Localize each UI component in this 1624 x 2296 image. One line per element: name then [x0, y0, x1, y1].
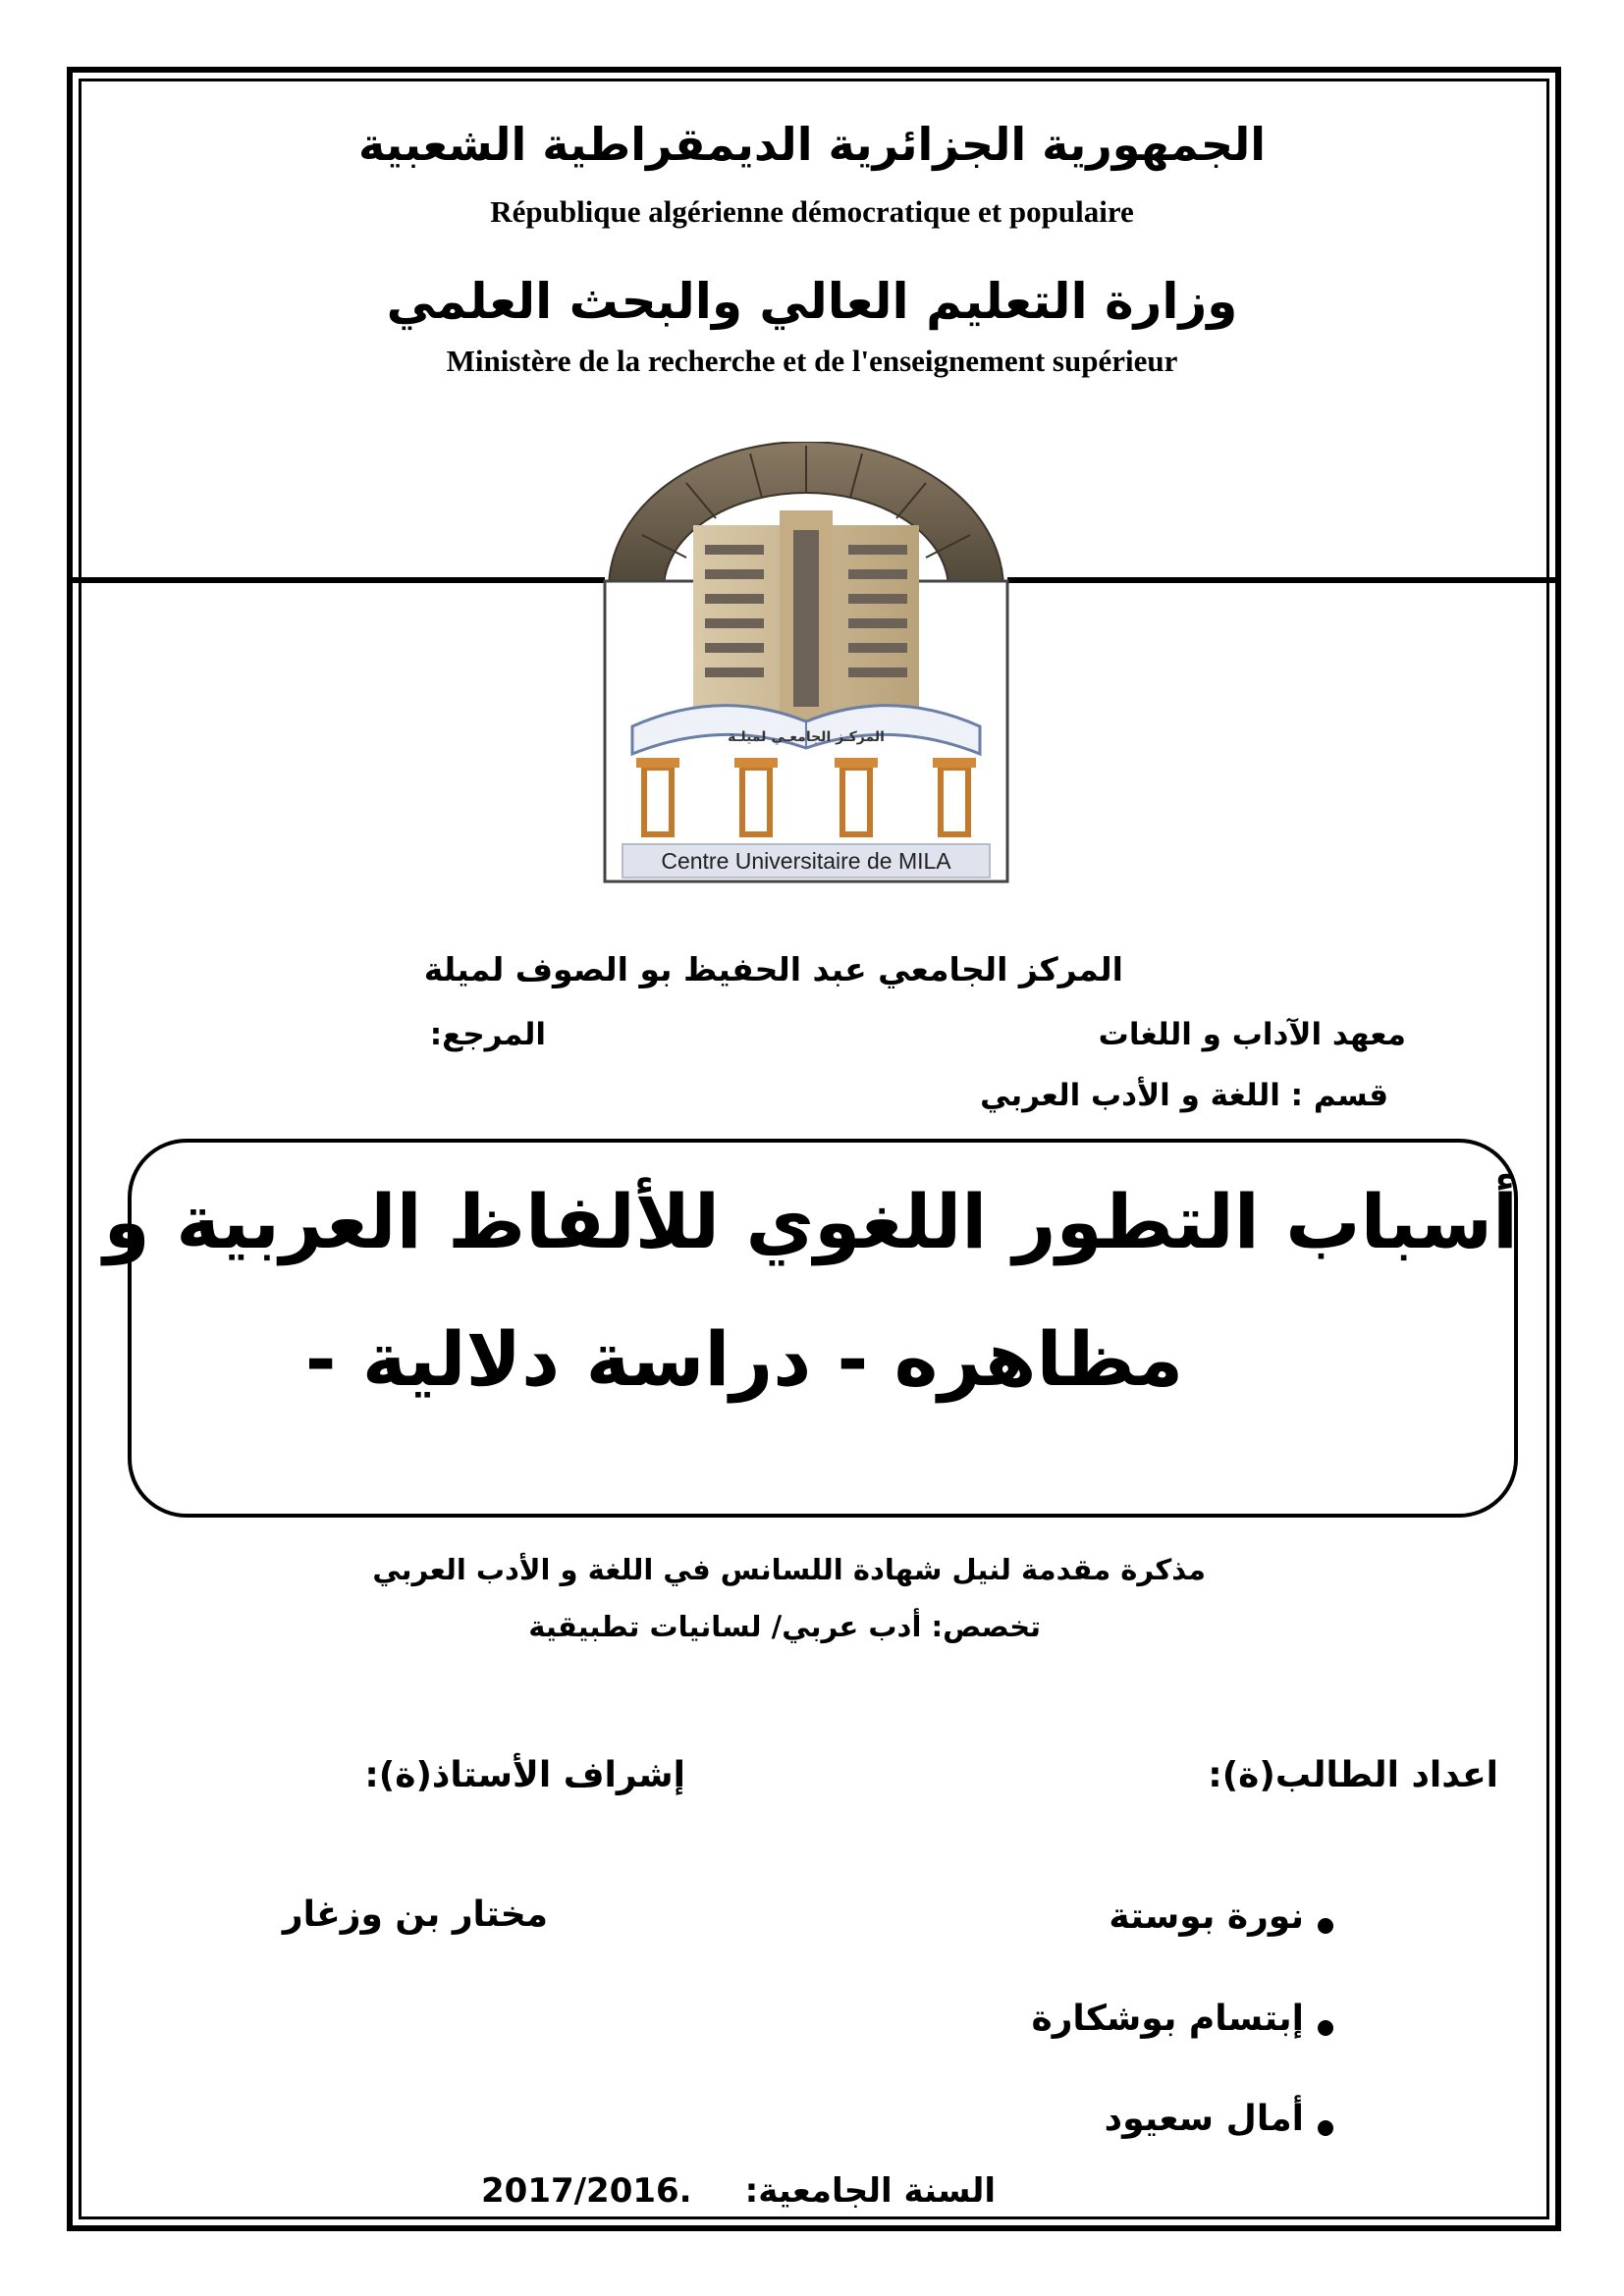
- thesis-title-line2: مظاهره - دراسة دلالية -: [304, 1315, 1184, 1403]
- academic-year-label: السنة الجامعية:: [744, 2171, 996, 2211]
- university-logo: [603, 442, 1009, 883]
- divider-right: [1007, 577, 1561, 583]
- academic-year-value: 2017/2016.: [481, 2171, 692, 2211]
- republic-fr: République algérienne démocratique et populaire: [490, 194, 1134, 229]
- logo-book-text: المركـز الجامعـي لميلـة: [728, 729, 885, 745]
- supervisor-label: إشراف الأستاذ(ة):: [364, 1755, 685, 1795]
- thesis-title-line1: أسباب التطور اللغوي للألفاظ العربية و: [103, 1178, 1518, 1265]
- student-name-3: أمال سعيود: [1104, 2099, 1304, 2139]
- bullet: [1318, 2020, 1333, 2036]
- student-name-2: إبتسام بوشكارة: [1031, 1999, 1304, 2039]
- bullet: [1318, 1918, 1333, 1934]
- ministry-ar: وزارة التعليم العالي والبحث العلمي: [386, 273, 1238, 330]
- thesis-specialty: تخصص: أدب عربي/ لسانيات تطبيقية: [528, 1610, 1041, 1643]
- divider-left: [67, 577, 605, 583]
- student-name-1: نورة بوستة: [1109, 1896, 1304, 1937]
- bullet: [1318, 2120, 1333, 2136]
- republic-ar: الجمهورية الجزائرية الديمقراطية الشعبية: [357, 118, 1267, 171]
- supervisor-name: مختار بن وزغار: [282, 1895, 548, 1935]
- ministry-fr: Ministère de la recherche et de l'enseignement supérieur: [446, 344, 1178, 378]
- thesis-description: مذكرة مقدمة لنيل شهادة اللسانس في اللغة و الأدب العربي: [372, 1553, 1206, 1586]
- center-name: المركز الجامعي عبد الحفيظ بو الصوف لميلة: [423, 950, 1123, 988]
- department-name: قسم : اللغة و الأدب العربي: [980, 1078, 1388, 1113]
- students-label: اعداد الطالب(ة):: [1208, 1755, 1498, 1795]
- logo-caption: Centre Universitaire de MILA: [661, 848, 951, 874]
- institute-name: معهد الآداب و اللغات: [1098, 1017, 1406, 1052]
- reference-label: المرجع:: [429, 1017, 546, 1052]
